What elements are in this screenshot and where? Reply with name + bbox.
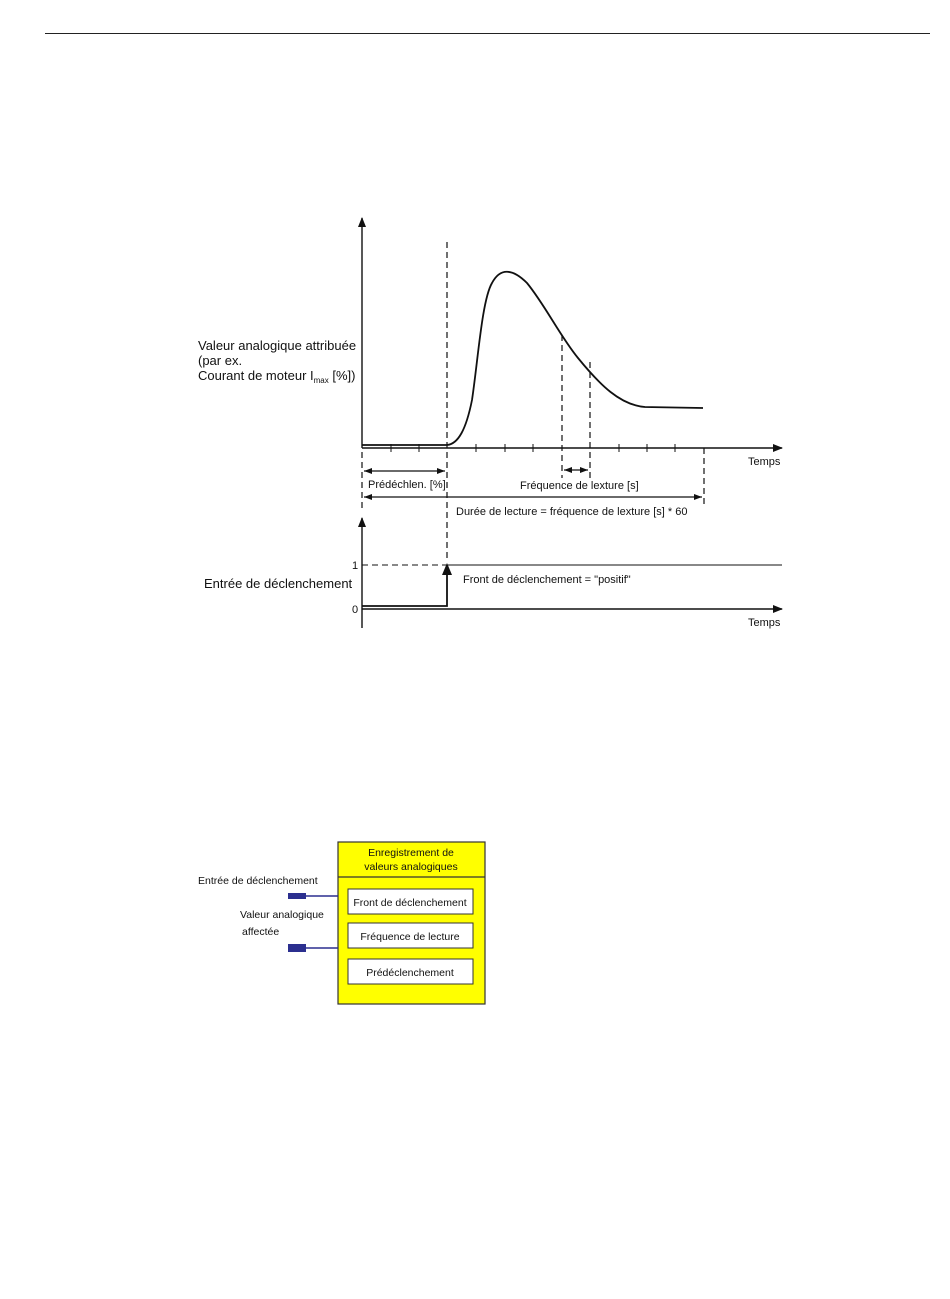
block-title-line1: Enregistrement de (368, 847, 454, 859)
trigger-input-label: Entrée de déclenchement (204, 576, 353, 591)
param-trigger-edge-label: Front de déclenchement (353, 897, 467, 909)
level-1-label: 1 (352, 560, 359, 572)
param-pretrigger-label: Prédéclenchement (366, 967, 454, 979)
analog-value-curve (362, 272, 703, 445)
input-trigger-connector[interactable] (288, 893, 306, 899)
level-0-label: 0 (352, 604, 359, 616)
y-axis-label-line1: Valeur analogique attribuée (198, 338, 357, 353)
read-duration-label: Durée de lecture = fréquence de lexture [s] * 60 (456, 506, 688, 518)
y-axis-label-line2: (par ex. (198, 353, 243, 368)
block-title-line2: valeurs analogiques (364, 861, 458, 873)
x-axis-label-bottom: Temps (748, 617, 781, 629)
trigger-edge-label: Front de déclenchement = "positif" (463, 574, 631, 586)
param-read-frequency-label: Fréquence de lecture (360, 931, 460, 943)
input-analog-label-line2: affectée (242, 926, 280, 938)
trigger-signal (362, 568, 447, 606)
pretrigger-label: Prédéchlen. [%] (368, 479, 446, 491)
input-analog-connector[interactable] (288, 944, 306, 952)
input-trigger-label: Entrée de déclenchement (198, 875, 318, 887)
read-frequency-label: Fréquence de lexture [s] (520, 480, 639, 492)
x-axis-label-top: Temps (748, 456, 781, 468)
analog-recording-block (198, 842, 485, 1004)
y-axis-label-line3: Courant de moteur $I_{max}$ [%]) (198, 368, 356, 385)
input-analog-label-line1: Valeur analogique (240, 909, 324, 921)
